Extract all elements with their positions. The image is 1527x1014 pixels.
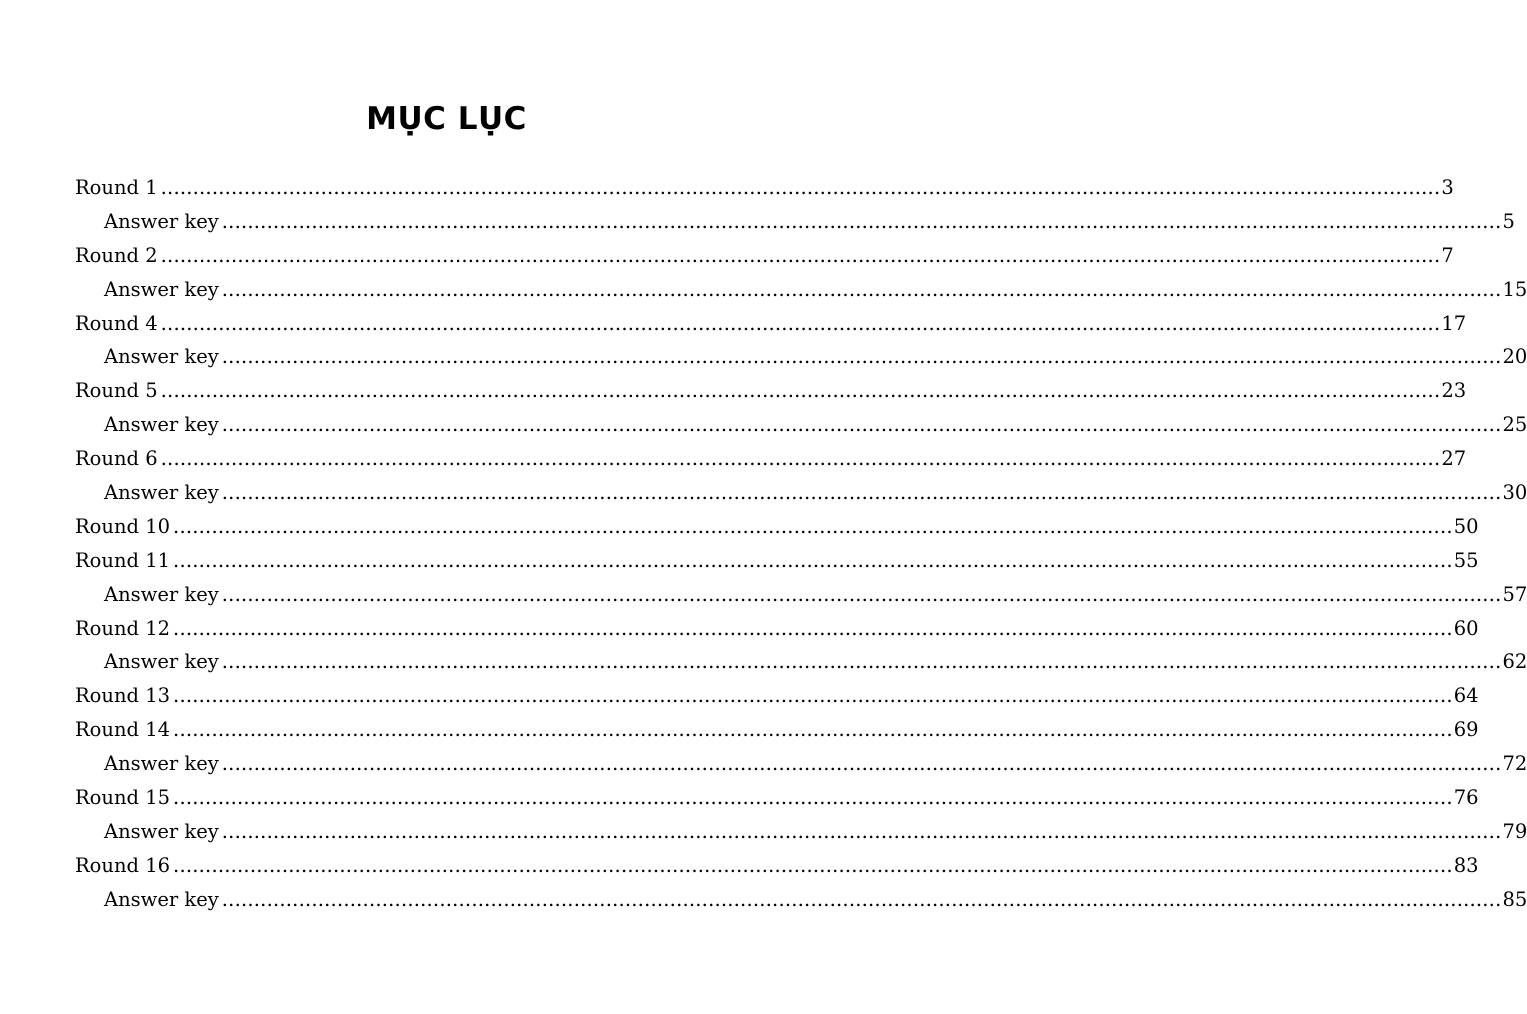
toc-entry-label: Round 6 — [75, 447, 158, 471]
toc-entry-label: Answer key — [104, 413, 219, 437]
toc-entry[interactable] — [75, 849, 1479, 883]
toc-entry-page-number: 3 — [1441, 176, 1454, 199]
toc-entry-label: Round 2 — [75, 243, 158, 267]
toc-dot-leader: ........................................................................................................................................................................................................ — [160, 379, 1441, 403]
toc-entry-label: Round 14 — [75, 718, 171, 742]
toc-dot-leader: ........................................................................................................................................................................................................ — [221, 345, 1502, 369]
toc-dot-leader: ........................................................................................................................................................................................................ — [221, 209, 1502, 233]
toc-entry-label: Answer key — [104, 819, 219, 843]
toc-entry-label: Answer key — [104, 481, 219, 505]
toc-entry[interactable] — [75, 713, 1479, 747]
toc-entry-label: Answer key — [104, 277, 219, 301]
toc-entry[interactable] — [75, 544, 1479, 578]
toc-entry[interactable] — [75, 747, 1527, 781]
toc-dot-leader: ........................................................................................................................................................................................................ — [173, 718, 1453, 742]
toc-entry-label: Answer key — [104, 209, 219, 233]
toc-dot-leader: ........................................................................................................................................................................................................ — [173, 514, 1453, 538]
toc-entry-page-number: 25 — [1502, 413, 1527, 437]
toc-entry[interactable] — [75, 239, 1454, 273]
toc-dot-leader: ........................................................................................................................................................................................................ — [221, 819, 1502, 843]
toc-dot-leader: ........................................................................................................................................................................................................ — [221, 650, 1502, 674]
toc-dot-leader: ........................................................................................................................................................................................................ — [173, 684, 1453, 708]
toc-entry-label: Answer key — [104, 345, 219, 369]
toc-dot-leader: ........................................................................................................................................................................................................ — [160, 243, 1441, 267]
toc-entry-label: Round 1 — [75, 176, 158, 199]
toc-dot-leader: ........................................................................................................................................................................................................ — [160, 176, 1441, 199]
toc-entry[interactable] — [75, 442, 1467, 476]
toc-entry-label: Round 13 — [75, 684, 171, 708]
toc-dot-leader: ........................................................................................................................................................................................................ — [173, 853, 1453, 877]
toc-entry-page-number: 57 — [1502, 582, 1527, 606]
toc-entry-label: Round 16 — [75, 853, 171, 877]
toc-entry-label: Round 11 — [75, 548, 171, 572]
toc-entry-page-number: 72 — [1502, 752, 1527, 776]
toc-entry-label: Answer key — [104, 582, 219, 606]
toc-entry[interactable] — [75, 340, 1527, 374]
toc-entry-page-number: 64 — [1453, 684, 1479, 708]
toc-entry-label: Round 12 — [75, 616, 171, 640]
toc-entry-page-number: 27 — [1441, 447, 1467, 471]
toc-entry-page-number: 85 — [1502, 887, 1527, 911]
toc-entry[interactable] — [75, 171, 1454, 205]
toc-dot-leader: ........................................................................................................................................................................................................ — [173, 548, 1453, 572]
toc-entry[interactable] — [75, 307, 1467, 341]
toc-dot-leader: ........................................................................................................................................................................................................ — [221, 413, 1502, 437]
toc-entry-page-number: 55 — [1453, 548, 1479, 572]
toc-dot-leader: ........................................................................................................................................................................................................ — [221, 277, 1502, 301]
toc-entry[interactable] — [75, 476, 1527, 510]
toc-entry-label: Round 4 — [75, 311, 158, 335]
toc-dot-leader: ........................................................................................................................................................................................................ — [160, 447, 1441, 471]
toc-entry[interactable] — [75, 645, 1527, 679]
toc-entry[interactable] — [75, 578, 1527, 612]
toc-entry-page-number: 20 — [1502, 345, 1527, 369]
toc-dot-leader: ........................................................................................................................................................................................................ — [160, 311, 1441, 335]
toc-entry-label: Answer key — [104, 887, 219, 911]
toc-dot-leader: ........................................................................................................................................................................................................ — [173, 786, 1453, 810]
toc-entry[interactable] — [75, 408, 1527, 442]
toc-entry-label: Round 10 — [75, 514, 171, 538]
toc-entry-page-number: 15 — [1502, 277, 1527, 301]
toc-entry-label: Round 5 — [75, 379, 158, 403]
toc-dot-leader: ........................................................................................................................................................................................................ — [221, 481, 1502, 505]
toc-entry-page-number: 50 — [1453, 514, 1479, 538]
toc-entry[interactable] — [75, 781, 1479, 815]
toc-entry[interactable] — [75, 510, 1479, 544]
toc-entry[interactable] — [75, 273, 1527, 307]
toc-entry[interactable] — [75, 883, 1527, 917]
toc-entry-page-number: 7 — [1441, 243, 1454, 267]
page-title: MỤC LỤC — [366, 101, 527, 137]
toc-entry-page-number: 76 — [1453, 786, 1479, 810]
toc-entry-page-number: 23 — [1441, 379, 1467, 403]
toc-entry-page-number: 5 — [1502, 209, 1515, 233]
toc-dot-leader: ........................................................................................................................................................................................................ — [173, 616, 1453, 640]
toc-entry-page-number: 17 — [1441, 311, 1467, 335]
toc-entry-label: Round 15 — [75, 786, 171, 810]
toc-entry-label: Answer key — [104, 752, 219, 776]
toc-entry-page-number: 60 — [1453, 616, 1479, 640]
toc-entry-label: Answer key — [104, 650, 219, 674]
table-of-contents — [75, 171, 1527, 917]
toc-entry[interactable] — [75, 612, 1479, 646]
toc-entry-page-number: 62 — [1502, 650, 1527, 674]
toc-dot-leader: ........................................................................................................................................................................................................ — [221, 887, 1502, 911]
toc-entry-page-number: 69 — [1453, 718, 1479, 742]
toc-entry[interactable] — [75, 679, 1479, 713]
toc-entry-page-number: 79 — [1502, 819, 1527, 843]
toc-entry-page-number: 83 — [1453, 853, 1479, 877]
toc-entry[interactable] — [75, 205, 1515, 239]
toc-entry-page-number: 30 — [1502, 481, 1527, 505]
toc-dot-leader: ........................................................................................................................................................................................................ — [221, 582, 1502, 606]
toc-entry[interactable] — [75, 815, 1527, 849]
toc-entry[interactable] — [75, 374, 1467, 408]
toc-dot-leader: ........................................................................................................................................................................................................ — [221, 752, 1502, 776]
